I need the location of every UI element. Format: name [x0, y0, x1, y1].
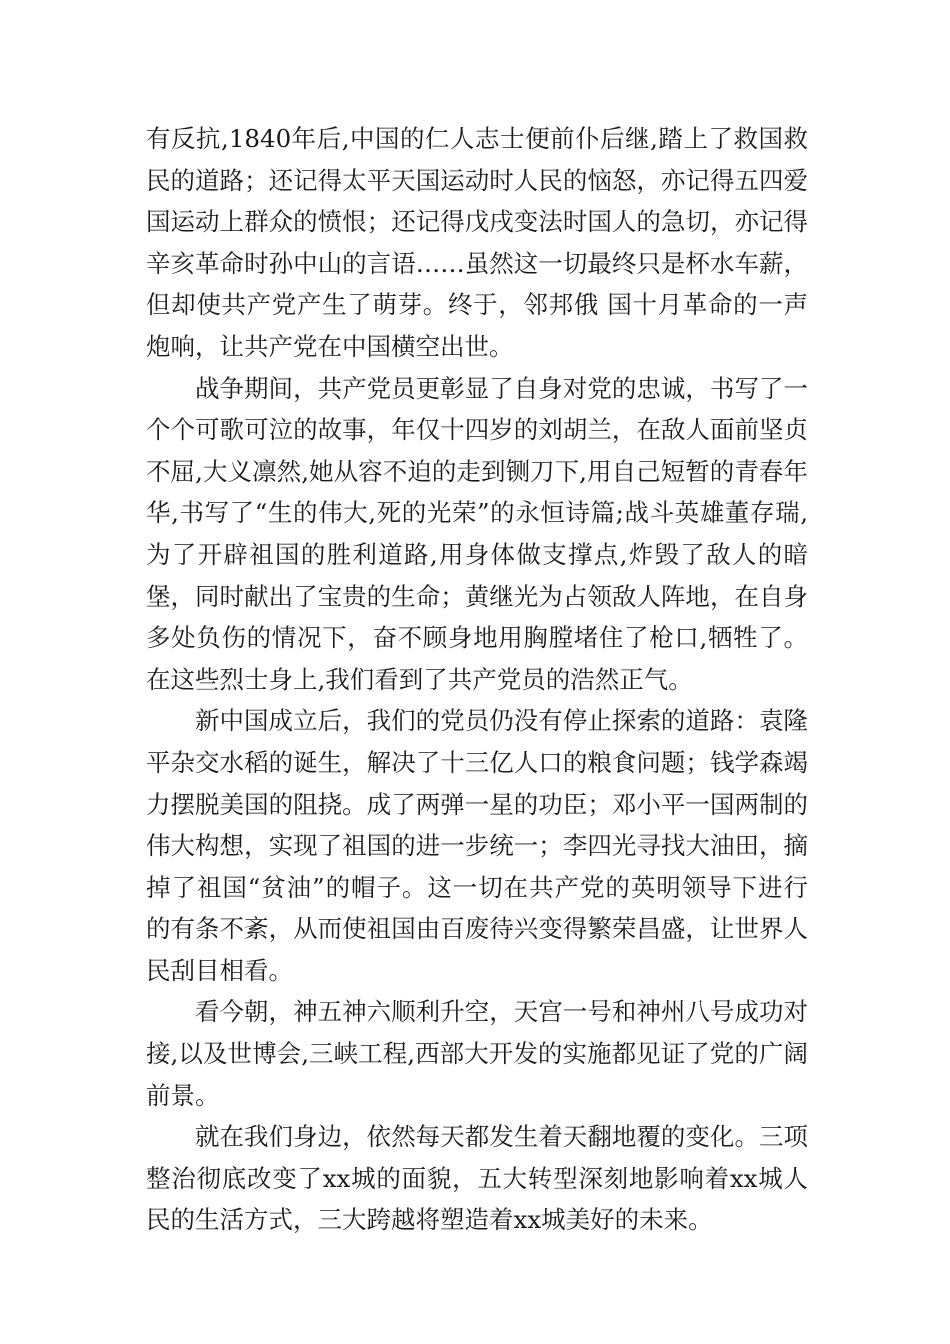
paragraph-today: 看今朝，神五神六顺利升空，天宫一号和神州八号成功对接,以及世博会,三峡工程,西部大开发的实施都见证了党的广阔前景。 [146, 997, 808, 1110]
paragraph-local-changes: 就在我们身边，依然每天都发生着天翻地覆的变化。三项整治彻底改变了xx城的面貌，五大转型深刻地影响着xx城人民的生活方式，三大跨越将塑造着xx城美好的未来。 [146, 1122, 808, 1235]
document-body [146, 118, 808, 1241]
paragraph-continuation: 有反抗,1840年后,中国的仁人志士便前仆后继,踏上了救国救民的道路；还记得太平天国运动时人民的恼怒，亦记得五四爱国运动上群众的愤恨；还记得戊戌变法时国人的急切，亦记得辛亥革命时孙中山的言语……虽然这一切最终只是杯水车薪，但却使共产党产生了萌芽。终于，邻邦俄 国十月革命的一声炮响，让共产党在中国横空出世。 [146, 124, 808, 361]
paragraph-new-china: 新中国成立后，我们的党员仍没有停止探索的道路：袁隆平杂交水稻的诞生，解决了十三亿人口的粮食问题；钱学森竭力摆脱美国的阻挠。成了两弹一星的功臣；邓小平一国两制的伟大构想，实现了祖国的进一步统一；李四光寻找大油田，摘掉了祖国“贫油”的帽子。这一切在共产党的英明领导下进行的有条不紊，从而使祖国由百废待兴变得繁荣昌盛，让世界人民刮目相看。 [146, 706, 808, 985]
paragraph-war-heroes: 战争期间，共产党员更彰显了自身对党的忠诚，书写了一个个可歌可泣的故事，年仅十四岁的刘胡兰，在敌人面前坚贞不屈,大义凛然,她从容不迫的走到铡刀下,用自己短暂的青春年华,书写了“生的伟大,死的光荣”的永恒诗篇;战斗英雄董存瑞,为了开辟祖国的胜利道路,用身体做支撑点,炸毁了敌人的暗堡，同时献出了宝贵的生命；黄继光为占领敌人阵地，在自身多处负伤的情况下，奋不顾身地用胸膛堵住了枪口,牺牲了。在这些烈士身上,我们看到了共产党员的浩然正气。 [146, 373, 808, 694]
